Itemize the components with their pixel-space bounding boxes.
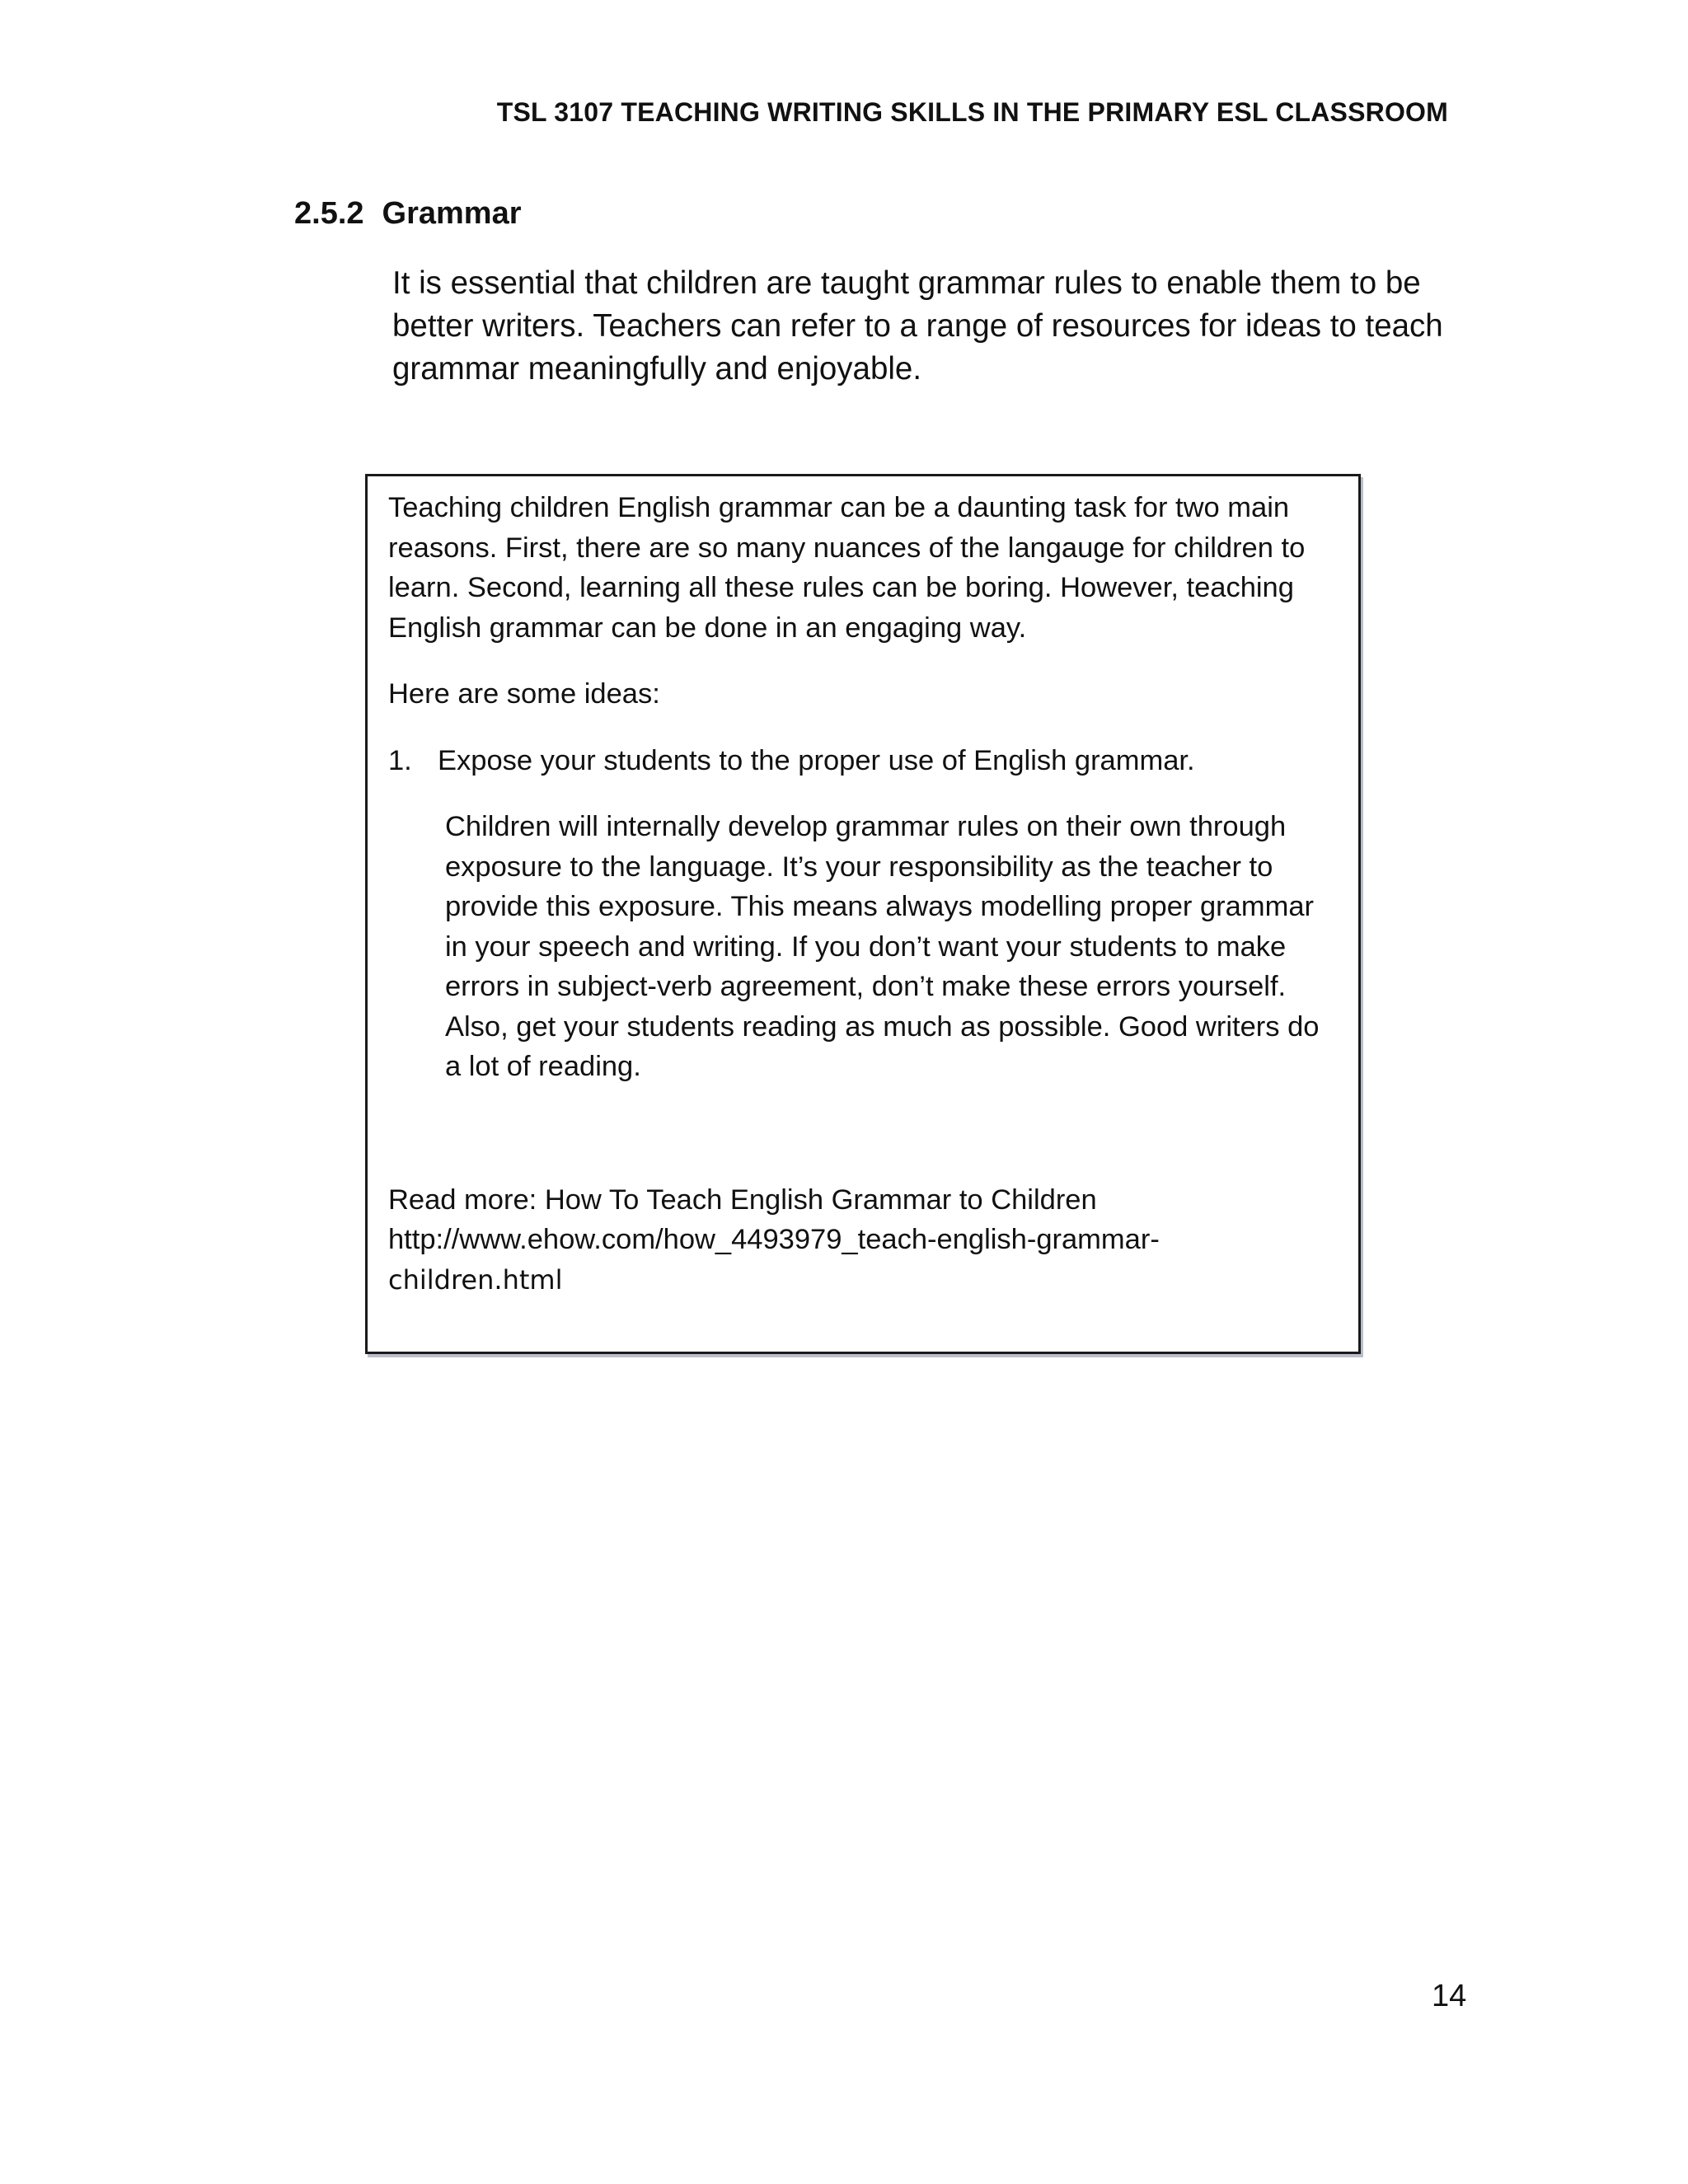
section-title: Grammar (382, 196, 522, 231)
idea-number: 1. (388, 744, 412, 776)
callout-lead-paragraph: Teaching children English grammar can be a daunting task for two main reasons. First, there are so many nuances of the langauge for children to learn. Second, learning all these rules can be boring. However, teaching English grammar can be done in an engaging way. (388, 492, 1306, 644)
ideas-label: Here are some ideas: (388, 678, 660, 710)
source-url-line-1: http://www.ehow.com/how_4493979_teach-english-grammar- (388, 1224, 1160, 1255)
running-header: TSL 3107 TEACHING WRITING SKILLS IN THE PRIMARY ESL CLASSROOM (496, 97, 1448, 127)
idea-heading: Expose your students to the proper use of English grammar. (438, 744, 1195, 776)
source-url[interactable] (388, 1220, 1337, 1300)
page-number: 14 (1432, 1979, 1467, 2013)
idea-detail: Children will internally develop grammar rules on their own through exposure to the language. It’s your responsibility as the teacher to provide this exposure. This means always modelling proper grammar in your speech and writing. If you don’t want your students to make errors in subject-verb agreement, don’t make these errors yourself. Also, get your students reading as much as possible. Good writers do a lot of reading. (445, 811, 1320, 1082)
read-more-label: Read more: How To Teach English Grammar to Children (388, 1183, 1097, 1216)
intro-paragraph: It is essential that children are taught grammar rules to enable them to be better writers. Teachers can refer to a range of resources for ideas to teach grammar meaningfully and enjoyable. (392, 265, 1443, 387)
idea-list-item (388, 741, 1337, 781)
section-heading (294, 196, 522, 232)
source-url-line-2: children.html (388, 1263, 563, 1296)
read-more-source (388, 1180, 1337, 1301)
grammar-callout-box (365, 474, 1361, 1354)
section-number: 2.5.2 (294, 196, 364, 231)
